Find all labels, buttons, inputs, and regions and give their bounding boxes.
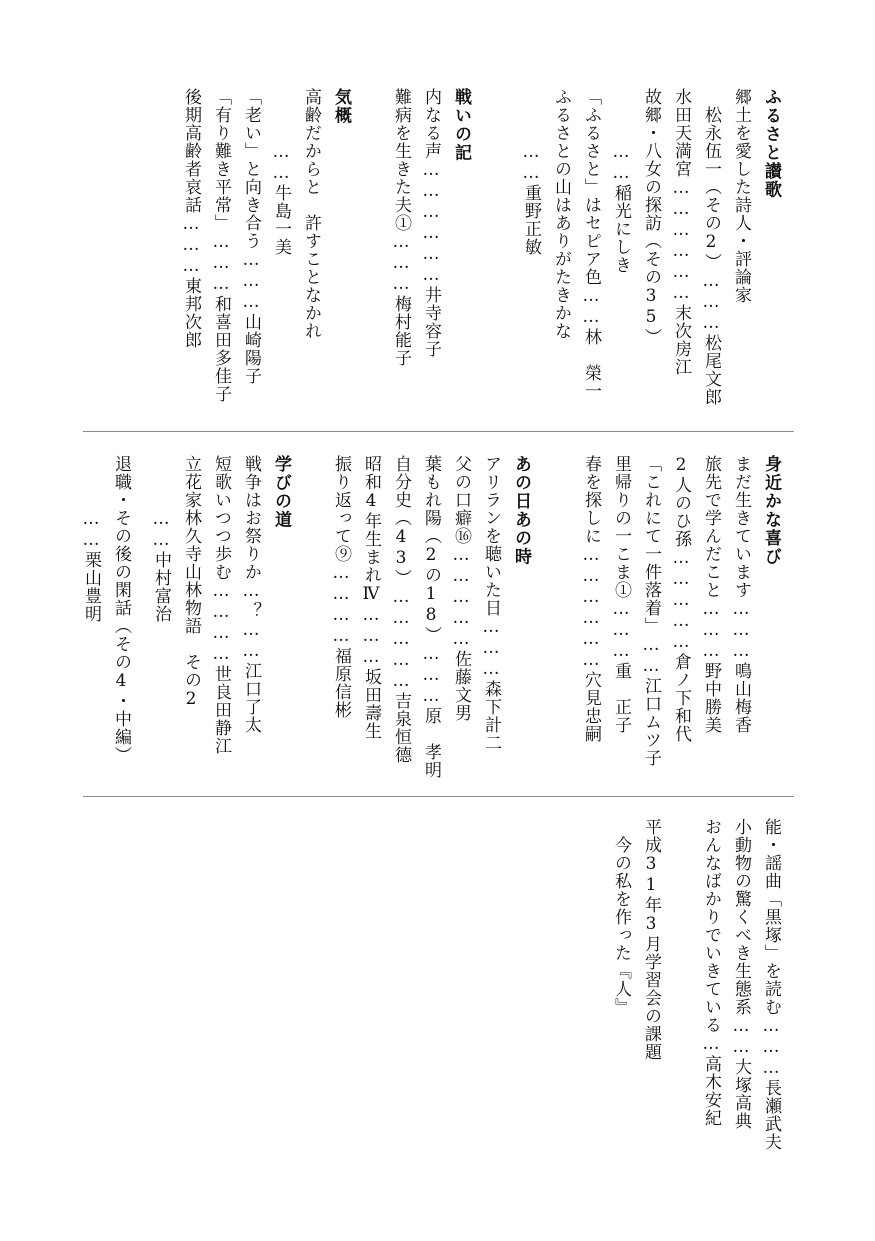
contents-entry: 2人のひ孫……………倉ノ下和代 — [671, 455, 691, 743]
contents-entry: 今の私を作った『人』 — [611, 818, 631, 1016]
contents-entry: 「これにて一件落着」……江口ムツ子 — [641, 455, 661, 767]
contents-entry: 里帰りの一こま①………重 正子 — [611, 455, 631, 734]
contents-entry: 退職・その後の閑話（その4・中編） — [111, 455, 131, 764]
contents-entry: ……稲光にしき — [611, 88, 631, 274]
contents-entry: 故郷・八女の探訪（その35） — [641, 88, 661, 346]
contents-entry: 後期高齢者哀話………東邦次郎 — [181, 88, 201, 349]
contents-entry: 水田天満宮………………末次房江 — [671, 88, 691, 376]
contents-entry: アリランを聴いた日………森下計二 — [481, 455, 501, 752]
contents-entry: ……重野正敏 — [521, 88, 541, 256]
contents-entry: 高齢だからと 許すことなかれ — [301, 88, 321, 340]
contents-entry: 自分史（43）……………吉泉恒德 — [391, 455, 411, 764]
contents-entry: 「ふるさと」はセピア色……林 榮一 — [581, 88, 601, 400]
contents-entry: 春を探しに………………穴見忠嗣 — [581, 455, 601, 743]
section-heading: あの日あの時 — [511, 455, 531, 566]
section-heading: 戦いの記 — [451, 88, 471, 162]
contents-entry: 昭和4年生まれⅣ………坂田壽生 — [361, 455, 381, 740]
contents-entry: 小動物の驚くべき生態系……大塚高典 — [731, 818, 751, 1130]
contents-entry: 「老い」と向き合う………山崎陽子 — [241, 88, 261, 385]
contents-entry: ……栗山豊明 — [81, 455, 101, 623]
contents-entry: 父の口癖⑯……………佐藤文男 — [451, 455, 471, 722]
contents-entry: 葉もれ陽（2の18）………原 孝明 — [421, 455, 441, 779]
section-heading: 学びの道 — [271, 455, 291, 529]
contents-entry: 立花家林久寺山林物語 その2 — [181, 455, 201, 710]
contents-entry: ……中村富治 — [151, 455, 171, 623]
contents-entry: 郷土を愛した詩人・評論家 — [731, 88, 751, 304]
contents-entry: 振り返って⑨…………福原信彬 — [331, 455, 351, 719]
contents-entry: ふるさとの山はありがたきかな — [551, 88, 571, 340]
section-heading: 身近かな喜び — [761, 455, 781, 566]
section-heading: ふるさと讃歌 — [761, 88, 781, 199]
divider-line — [83, 796, 794, 797]
contents-entry: ……牛島一美 — [271, 88, 291, 256]
contents-entry: 能・謡曲「黒塚」を読む………長瀬武夫 — [761, 818, 781, 1151]
contents-entry: 短歌いつつ歩む…………世良田静江 — [211, 455, 231, 755]
contents-entry: 内なる声………………井寺容子 — [421, 88, 441, 358]
divider-line — [83, 431, 794, 432]
contents-entry: 旅先で学んだこと………野中勝美 — [701, 455, 721, 734]
contents-entry: おんなばかりでいきている…高木安紀 — [701, 818, 721, 1127]
contents-entry: 平成31年3月学習会の課題 — [641, 818, 661, 1061]
contents-entry: 戦争はお祭りか…？……江口了太 — [241, 455, 261, 734]
contents-entry: 難病を生きた夫①………梅村能子 — [391, 88, 411, 367]
contents-entry: 「有り難き平常」………和喜田多佳子 — [211, 88, 231, 403]
contents-entry: 松永伍一（その2）………松尾文郎 — [701, 88, 721, 406]
section-heading: 気概 — [331, 88, 351, 125]
contents-entry: まだ生きています………鳴山梅香 — [731, 455, 751, 734]
